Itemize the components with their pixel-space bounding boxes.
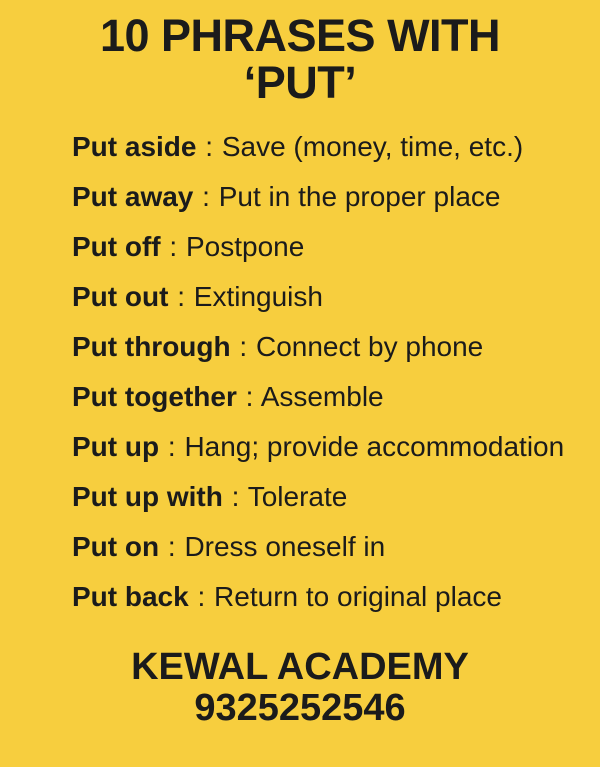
phrase-definition: Extinguish xyxy=(193,280,323,312)
list-item xyxy=(72,430,565,462)
phrase-separator: : xyxy=(245,380,254,412)
phrase-definition: Tolerate xyxy=(247,480,348,512)
phrase-definition: Put in the proper place xyxy=(218,180,501,212)
academy-name: KEWAL ACADEMY xyxy=(131,645,469,688)
phrase-term: Put away xyxy=(72,180,194,212)
phrase-definition: Return to original place xyxy=(214,580,502,612)
phrase-definition: Connect by phone xyxy=(255,330,484,362)
phrase-separator: : xyxy=(167,530,176,562)
contact-phone: 9325252546 xyxy=(194,687,406,730)
phrase-separator: : xyxy=(231,480,240,512)
phrase-term: Put up xyxy=(72,430,160,462)
phrase-term: Put together xyxy=(72,380,237,412)
phrase-term: Put through xyxy=(72,330,231,362)
phrase-separator: : xyxy=(167,430,176,462)
list-item xyxy=(72,280,323,312)
phrase-definition: Save (money, time, etc.) xyxy=(221,130,524,162)
phrase-definition: Dress oneself in xyxy=(184,530,386,562)
page-title xyxy=(100,12,500,107)
page-title-line-1: 10 PHRASES WITH xyxy=(99,10,501,61)
list-item xyxy=(72,230,305,262)
phrase-definition: Assemble xyxy=(260,380,384,412)
phrase-term: Put up with xyxy=(72,480,223,512)
list-item xyxy=(72,380,384,412)
list-item xyxy=(72,530,386,562)
phrase-definition: Postpone xyxy=(185,230,305,262)
phrase-term: Put aside xyxy=(72,130,197,162)
phrase-term: Put out xyxy=(72,280,169,312)
phrase-separator: : xyxy=(169,230,178,262)
phrase-separator: : xyxy=(177,280,185,312)
phrase-separator: : xyxy=(239,330,248,362)
list-item xyxy=(72,480,348,512)
phrase-definition: Hang; provide accommodation xyxy=(184,430,565,462)
phrase-separator: : xyxy=(202,180,210,212)
phrase-term: Put on xyxy=(72,530,160,562)
list-item xyxy=(72,130,524,162)
list-item xyxy=(72,180,501,212)
footer xyxy=(10,647,590,731)
phrase-separator: : xyxy=(205,130,214,162)
phrase-separator: : xyxy=(197,580,206,612)
phrase-list xyxy=(10,130,590,633)
phrase-term: Put back xyxy=(72,580,189,612)
phrase-term: Put off xyxy=(72,230,161,262)
list-item xyxy=(72,580,502,612)
list-item xyxy=(72,330,484,362)
page-title-line-2: ‘PUT’ xyxy=(243,57,357,109)
